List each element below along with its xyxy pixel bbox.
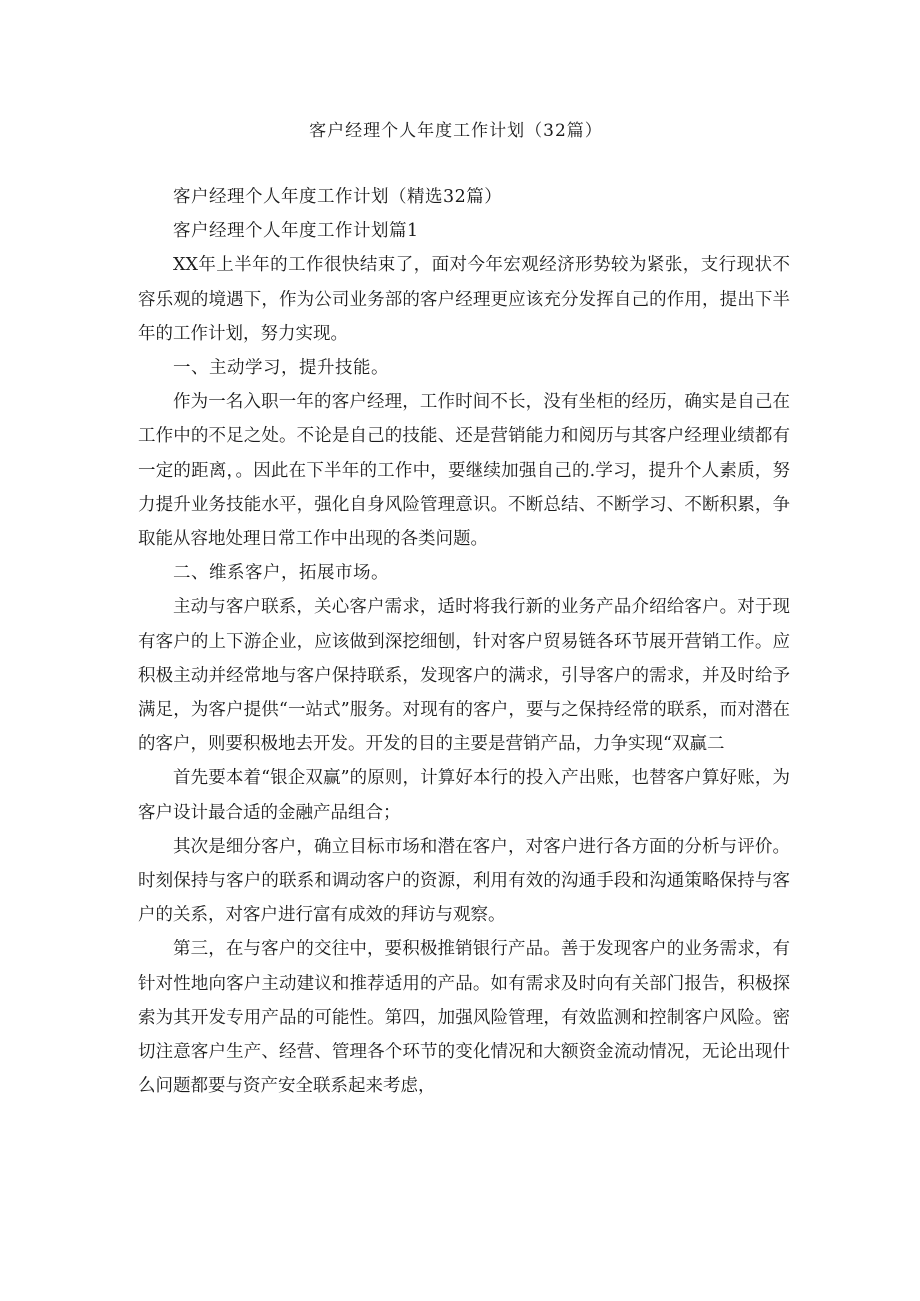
paragraph-intro: XX年上半年的工作很快结束了，面对今年宏观经济形势较为紧张，支行现状不容乐观的境遇下，作为公司业务部的客户经理更应该充分发挥自己的作用，提出下半年的工作计划，努力实现。 [138,255,790,344]
paragraph-learning: 作为一名入职一年的客户经理，工作时间不长，没有坐柜的经历，确实是自己在工作中的不足之处。不论是自己的技能、还是营销能力和阅历与其客户经理业绩都有一定的距离，。因此在下半年的工作中，要继续加强自己的.学习，提升个人素质，努力提升业务技能水平，强化自身风险管理意识。不断总结、不断学习、不断积累，争取能从容地处理日常工作中出现的各类问题。 [138,392,790,550]
paragraph-heading-customers: 二、维系客户，拓展市场。 [173,563,389,584]
paragraph-second: 其次是细分客户，确立目标市场和潜在客户，对客户进行各方面的分析与评价。时刻保持与客户的联系和调动客户的资源，利用有效的沟通手段和沟通策略保持与客户的关系，对客户进行富有成效的拜访与观察。 [138,836,790,926]
paragraph-heading-learning: 一、主动学习，提升技能。 [173,358,389,379]
paragraph-customers: 主动与客户联系，关心客户需求，适时将我行新的业务产品介绍给客户。对于现有客户的上下游企业，应该做到深挖细刨，针对客户贸易链各环节展开营销工作。应积极主动并经常地与客户保持联系，发现客户的满求，引导客户的需求，并及时给予满足，为客户提供“一站式”服务。对现有的客户，要与之保持经常的联系，而对潜在的客户，则要积极地去开发。开发的目的主要是营销产品，力争实现“双赢二 [138,597,790,755]
paragraph-subtitle: 客户经理个人年度工作计划（精选32篇） [173,187,503,207]
paragraph-section-heading: 客户经理个人年度工作计划篇1 [173,221,419,242]
document-body [138,180,790,1103]
document-title: 客户经理个人年度工作计划（32篇） [309,121,603,141]
paragraph-third: 第三，在与客户的交往中，要积极推销银行产品。善于发现客户的业务需求，有针对性地向客户主动建议和推荐适用的产品。如有需求及时向有关部门报告，积极探索为其开发专用产品的可能性。第四，加强风险管理，有效监测和控制客户风险。密切注意客户生产、经营、管理各个环节的变化情况和大额资金流动情况，无论出现什么问题都要与资产安全联系起来考虑， [138,939,790,1097]
paragraph-first: 首先要本着“银企双赢”的原则，计算好本行的投入产出账，也替客户算好账，为客户设计最合适的金融产品组合； [138,768,790,823]
